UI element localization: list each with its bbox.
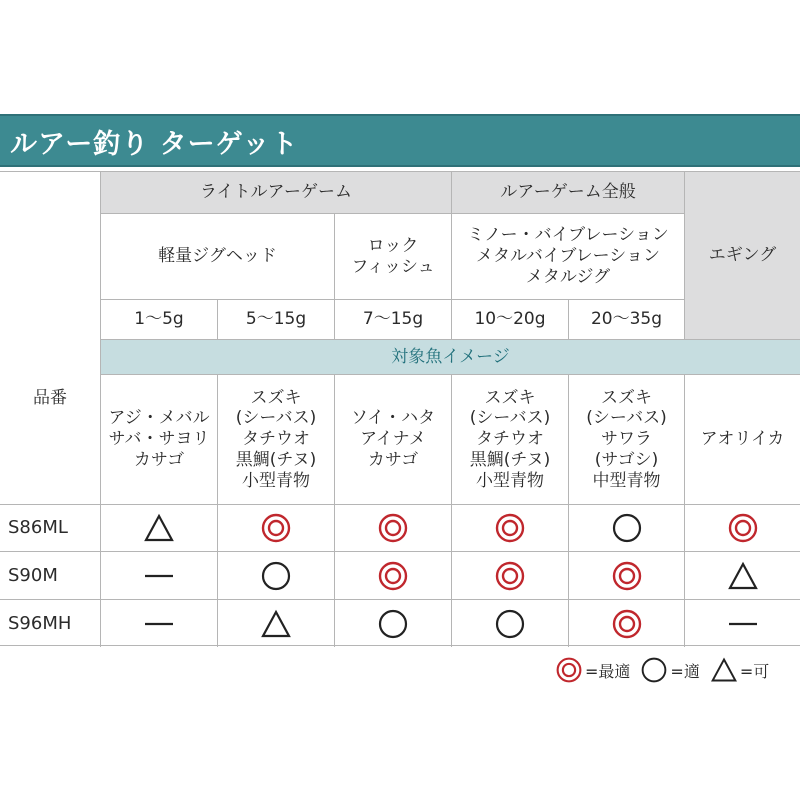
target-fish-band: 対象魚イメージ xyxy=(100,340,800,375)
circle-icon xyxy=(611,512,643,544)
fish-cell: アジ・メバル サバ・サヨリ カサゴ xyxy=(100,375,217,505)
rating-cell xyxy=(451,552,568,600)
page-title: ルアー釣り ターゲット xyxy=(10,129,299,160)
legend-label: =最適 xyxy=(585,661,631,681)
fish-cell: スズキ (シーバス) サワラ (サゴシ) 中型青物 xyxy=(568,375,684,505)
rating-cell xyxy=(100,600,217,647)
weight-cell: 5～15g xyxy=(217,300,334,340)
legend-symbol xyxy=(710,656,740,684)
header-light-lure-game: ライトルアーゲーム xyxy=(100,172,451,214)
fish-cell: スズキ (シーバス) タチウオ 黒鯛(チヌ) 小型青物 xyxy=(451,375,568,505)
target-table xyxy=(0,171,800,646)
rating-cell xyxy=(100,505,217,552)
header-hinban-label: 品番 xyxy=(33,387,67,408)
rating-cell xyxy=(451,600,568,647)
circle-icon xyxy=(260,560,292,592)
circle-icon xyxy=(640,656,668,684)
rating-cell xyxy=(334,552,451,600)
legend-label: =可 xyxy=(739,661,770,681)
header-hinban xyxy=(0,172,100,505)
header-minnow-vib-jig: ミノー・バイブレーション メタルバイブレーション メタルジグ xyxy=(451,214,684,300)
triangle-icon xyxy=(143,512,175,544)
rating-cell xyxy=(217,505,334,552)
rating-cell xyxy=(684,505,800,552)
rating-cell xyxy=(334,600,451,647)
legend xyxy=(545,655,769,685)
header-eging: エギング xyxy=(684,172,800,340)
double-circle-icon xyxy=(611,608,643,640)
weight-cell: 20～35g xyxy=(568,300,684,340)
double-circle-icon xyxy=(727,512,759,544)
double-circle-icon xyxy=(377,512,409,544)
rating-cell xyxy=(568,600,684,647)
weight-cell: 7～15g xyxy=(334,300,451,340)
triangle-icon xyxy=(727,560,759,592)
legend-symbol xyxy=(555,656,585,684)
circle-icon xyxy=(377,608,409,640)
triangle-icon xyxy=(260,608,292,640)
header-rockfish: ロック フィッシュ xyxy=(334,214,451,300)
rating-cell xyxy=(100,552,217,600)
double-circle-icon xyxy=(611,560,643,592)
double-circle-icon xyxy=(377,560,409,592)
rating-cell xyxy=(684,552,800,600)
title-banner xyxy=(0,114,800,167)
rating-cell xyxy=(217,600,334,647)
model-code: S90M xyxy=(0,552,100,600)
header-jighead: 軽量ジグヘッド xyxy=(100,214,334,300)
double-circle-icon xyxy=(494,560,526,592)
triangle-icon xyxy=(710,656,738,684)
dash-icon xyxy=(727,608,759,640)
double-circle-icon xyxy=(555,656,583,684)
dash-icon xyxy=(143,560,175,592)
weight-cell: 1～5g xyxy=(100,300,217,340)
legend-item-suitable xyxy=(640,656,699,684)
fish-cell: スズキ (シーバス) タチウオ 黒鯛(チヌ) 小型青物 xyxy=(217,375,334,505)
legend-item-best xyxy=(555,656,630,684)
header-lure-game-general: ルアーゲーム全般 xyxy=(451,172,684,214)
legend-label: =適 xyxy=(670,661,700,681)
rating-cell xyxy=(334,505,451,552)
dash-icon xyxy=(143,608,175,640)
fish-cell: アオリイカ xyxy=(684,375,800,505)
legend-symbol xyxy=(640,656,670,684)
weight-cell: 10～20g xyxy=(451,300,568,340)
circle-icon xyxy=(494,608,526,640)
rating-cell xyxy=(568,552,684,600)
fish-cell: ソイ・ハタ アイナメ カサゴ xyxy=(334,375,451,505)
rating-cell xyxy=(451,505,568,552)
legend-item-acceptable xyxy=(710,656,769,684)
rating-cell xyxy=(568,505,684,552)
rating-cell xyxy=(217,552,334,600)
double-circle-icon xyxy=(260,512,292,544)
double-circle-icon xyxy=(494,512,526,544)
rating-cell xyxy=(684,600,800,647)
model-code: S86ML xyxy=(0,505,100,552)
model-code: S96MH xyxy=(8,612,72,634)
